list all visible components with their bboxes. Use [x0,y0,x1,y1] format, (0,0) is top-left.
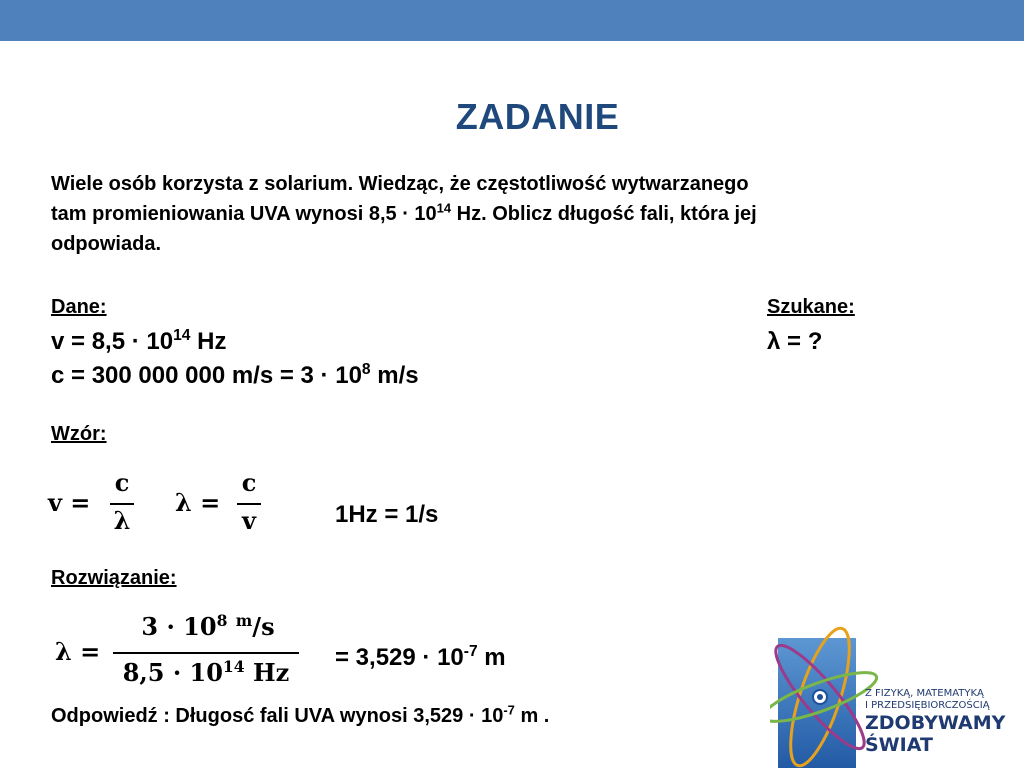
given-speed-exponent: 8 [361,361,371,378]
fraction-bar [113,652,299,654]
solution-numerator [115,612,301,641]
answer-unit: m . [514,705,550,727]
problem-line-2-text: tam promieniowania UVA wynosi 8,5 · 10 [51,203,437,225]
hz-note: 1Hz = 1/s [335,501,439,528]
solution-numerator-unit [236,612,275,641]
formula-frequency-denominator: λ [113,506,131,535]
given-speed-unit: m/s [370,362,419,389]
project-logo [770,622,1024,768]
sought-value: λ = ? [767,328,823,355]
formula-frequency [48,468,138,538]
given-speed-text: c = 300 000 000 m/s = 3 · 10 [51,362,362,389]
problem-statement [51,169,981,259]
solution-lhs: λ = [55,637,101,666]
formula-wavelength-lhs: λ = [175,488,221,517]
solution-numerator-text: 3 · 10 [141,612,217,641]
given-frequency-text: v = 8,5 · 10 [51,328,174,355]
solution-denominator-exponent: 14 [222,657,245,676]
solution-result-exponent: -7 [463,643,478,660]
given-speed [51,362,419,390]
formula-label: Wzór: [51,423,107,445]
given-frequency-exponent: 14 [173,327,191,344]
formula-wavelength [175,468,265,538]
given-label: Dane: [51,296,107,318]
logo-line-4: ŚWIAT [865,734,933,756]
logo-line-2: I PRZEDSIĘBIORCZOŚCIĄ [865,700,990,711]
answer-line [51,702,550,728]
fraction-bar [110,503,134,505]
problem-line-2 [51,199,981,229]
answer-exponent: -7 [503,702,515,718]
unit-meters: m [235,611,253,630]
solution-result-unit: m [477,644,506,671]
unit-slash: / [252,612,262,641]
solution-numerator-exponent: 8 [216,611,228,630]
fraction-bar [237,503,261,505]
solution-formula [55,612,305,692]
answer-text: Odpowiedź : Długosć fali UVA wynosi 3,529 · 10 [51,705,504,727]
problem-exponent: 14 [436,200,452,216]
solution-denominator-text: 8,5 · 10 [122,658,223,687]
solution-label: Rozwiązanie: [51,567,177,589]
given-frequency-unit: Hz [190,328,227,355]
formula-wavelength-denominator: v [242,506,256,535]
problem-line-1: Wiele osób korzysta z solarium. Wiedząc, że częstotliwość wytwarzanego [51,173,749,195]
top-accent-bar [0,0,1024,41]
solution-denominator [113,658,299,687]
solution-result [335,644,506,672]
logo-line-3: ZDOBYWAMY [865,712,1006,734]
formula-wavelength-numerator: c [241,468,257,497]
problem-line-3: odpowiada. [51,233,161,255]
given-frequency [51,328,226,356]
solution-result-text: = 3,529 · 10 [335,644,464,671]
formula-frequency-numerator: c [114,468,130,497]
unit-seconds: s [261,612,275,641]
problem-line-2-tail: Hz. Oblicz długość fali, która jej [451,203,757,225]
slide-title: ZADANIE [455,96,620,137]
sought-label: Szukane: [767,296,855,318]
solution-denominator-unit: Hz [252,658,290,687]
formula-frequency-lhs: v = [48,488,91,517]
logo-line-1: Z FIZYKĄ, MATEMATYKĄ [865,688,984,699]
